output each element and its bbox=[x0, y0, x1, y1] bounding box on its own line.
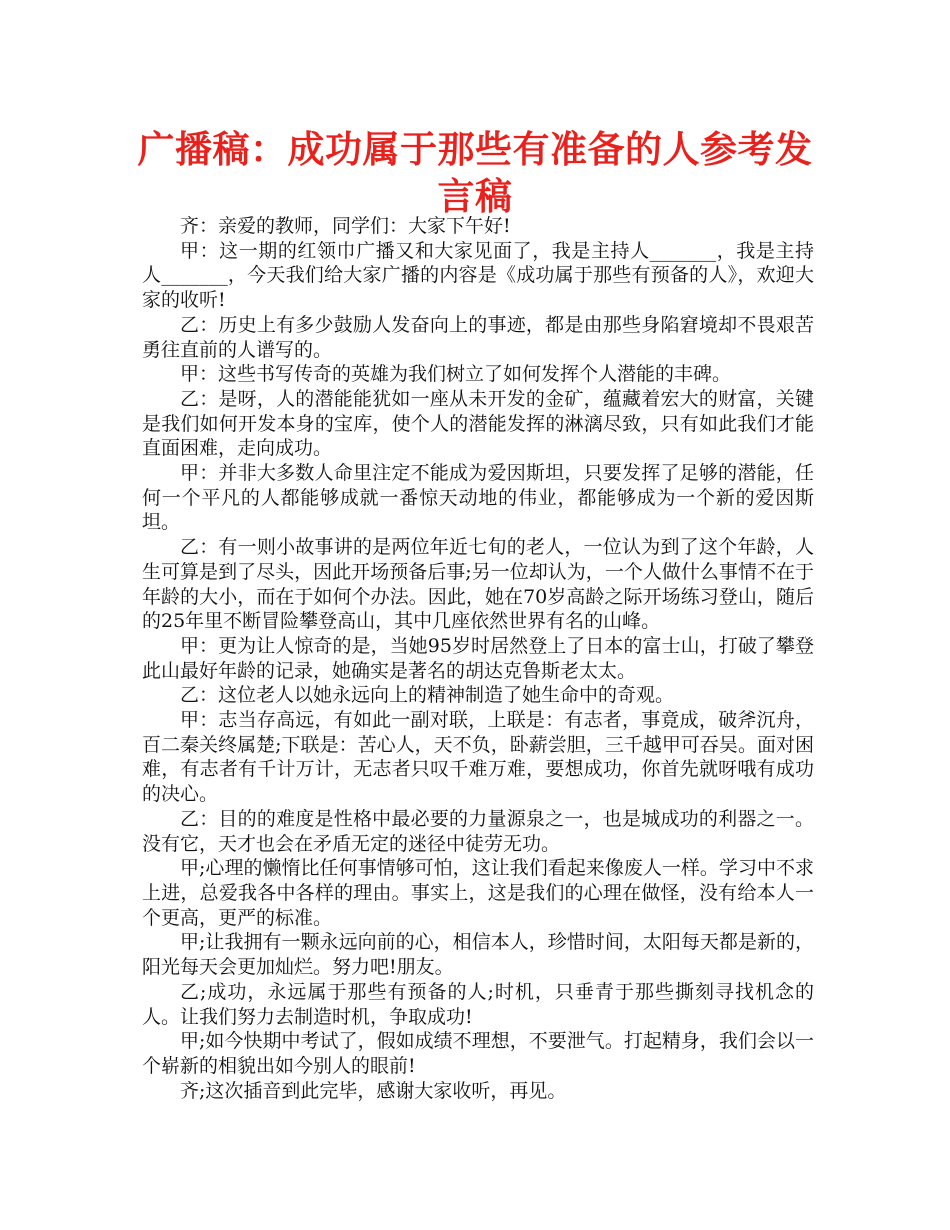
paragraph: 甲：更为让人惊奇的是，当她95岁时居然登上了日本的富士山，打破了攀登此山最好年龄的记录，她确实是著名的胡达克鲁斯老太太。 bbox=[142, 634, 814, 682]
paragraph: 甲：这些书写传奇的英雄为我们树立了如何发挥个人潜能的丰碑。 bbox=[180, 363, 732, 386]
paragraph: 乙;成功，永远属于那些有预备的人;时机，只垂青于那些撕刻寻找机念的人。让我们努力去制造时机，争取成功! bbox=[142, 980, 814, 1028]
paragraph: 乙：有一则小故事讲的是两位年近七旬的老人，一位认为到了这个年龄，人生可算是到了尽头，因此开场预备后事;另一位却认为，一个人做什么事情不在于年龄的大小，而在于如何个办法。因此，她在70岁高龄之际开场练习登山，随后的25年里不断冒险攀登高山，其中几座依然世界有名的山峰。 bbox=[142, 536, 814, 633]
paragraph: 齐;这次插音到此完毕，感谢大家收听，再见。 bbox=[180, 1079, 567, 1102]
document-body bbox=[142, 214, 814, 1103]
document-title: 广播稿：成功属于那些有准备的人参考发言稿 bbox=[137, 128, 813, 218]
paragraph: 甲;如今快期中考试了，假如成绩不理想，不要泄气。打起精身，我们会以一个崭新的相貌出如今别人的眼前! bbox=[142, 1030, 814, 1077]
paragraph: 甲：这一期的红领巾广播又和大家见面了，我是主持人_______，我是主持人_______，今天我们给大家广播的内容是《成功属于那些有预备的人》，欢迎大家的收听! bbox=[142, 239, 814, 312]
paragraph: 乙：目的的难度是性格中最必要的力量源泉之一，也是城成功的利器之一。没有它，天才也会在矛盾无定的迷径中徒劳无功。 bbox=[142, 807, 814, 855]
paragraph: 乙：历史上有多少鼓励人发奋向上的事迹，都是由那些身陷窘境却不畏艰苦勇往直前的人谱写的。 bbox=[142, 313, 814, 361]
paragraph: 乙：这位老人以她永远向上的精神制造了她生命中的奇观。 bbox=[180, 684, 675, 707]
paragraph: 甲：志当存高远，有如此一副对联，上联是：有志者，事竟成，破斧沉舟，百二秦关终属楚;下联是：苦心人，天不负，卧薪尝胆，三千越甲可吞吴。面对困难，有志者有千计万计，无志者只叹千难万难，要想成功，你首先就呀哦有成功的决心。 bbox=[142, 709, 814, 806]
paragraph: 甲：并非大多数人命里注定不能成为爱因斯坦，只要发挥了足够的潜能，任何一个平凡的人都能够成就一番惊天动地的伟业，都能够成为一个新的爱因斯坦。 bbox=[142, 462, 814, 534]
paragraph: 甲;让我拥有一颗永远向前的心，相信本人，珍惜时间，太阳每天都是新的，阳光每天会更加灿烂。努力吧!朋友。 bbox=[142, 931, 814, 979]
paragraph: 乙：是呀，人的潜能能犹如一座从未开发的金矿，蕴藏着宏大的财富，关键是我们如何开发本身的宝库，使个人的潜能发挥的淋漓尽致，只有如此我们才能 直面困难，走向成功。 bbox=[142, 387, 814, 460]
paragraph: 甲;心理的懒惰比任何事情够可怕，这让我们看起来像废人一样。学习中不求上进，总爱我各中各样的理由。事实上，这是我们的心理在做怪，没有给本人一个更高，更严的标准。 bbox=[142, 857, 814, 929]
paragraph: 齐：亲爱的教师，同学们：大家下午好! bbox=[180, 215, 511, 237]
